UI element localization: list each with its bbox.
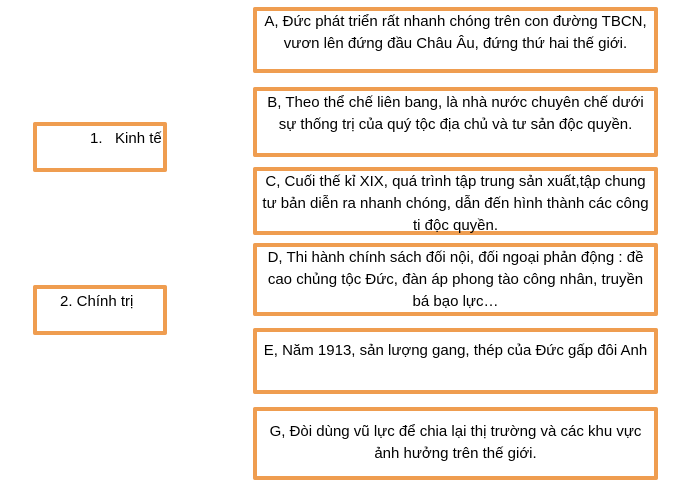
statement-text-d: D, Thi hành chính sách đối nội, đối ngoại phản động : đề cao chủng tộc Đức, đàn áp phong tào công nhân, truyền bá bạo lực…	[267, 249, 648, 310]
statement-text-a: A, Đức phát triển rất nhanh chóng trên con đường TBCN, vươn lên đứng đầu Châu Âu, đứng thứ hai thế giới.	[264, 13, 651, 52]
statement-box-b	[253, 87, 658, 157]
category-label-chinh-tri: 2. Chính trị	[60, 293, 134, 310]
statement-text-c: C, Cuối thế kỉ XIX, quá trình tập trung sản xuất,tập chung tư bản diễn ra nhanh chóng, dẫn đến hình thành các công ti độc quyền.	[262, 173, 653, 234]
statement-box-c	[253, 167, 658, 235]
statement-box-e	[253, 328, 658, 394]
statement-box-d	[253, 243, 658, 316]
statement-box-a	[253, 7, 658, 73]
statement-text-e: E, Năm 1913, sản lượng gang, thép của Đức gấp đôi Anh	[263, 342, 648, 359]
statement-box-g	[253, 407, 658, 480]
statement-text-g: G, Đòi dùng vũ lực để chia lại thị trường và các khu vực ảnh hưởng trên thế giới.	[269, 423, 646, 462]
category-label-kinh-te: 1. Kinh tế	[90, 130, 162, 147]
statement-text-b: B, Theo thể chế liên bang, là nhà nước chuyên chế dưới sự thống trị của quý tộc địa chủ và tư sản độc quyền.	[267, 94, 648, 133]
category-box-kinh-te	[33, 122, 167, 172]
category-box-chinh-tri	[33, 285, 167, 335]
